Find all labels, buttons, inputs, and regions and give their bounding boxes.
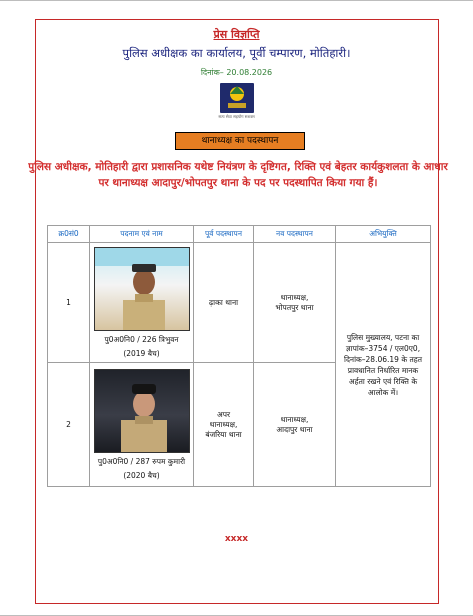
release-body: पुलिस अधीक्षक, मोतिहारी द्वारा प्रशासनिक यथेष्ट नियंत्रण के दृष्टिगत, रिक्ति एवं बेहतर कार्यकुशलता के आधार पर थानाध्यक्ष आदापुर/भोपतपुर थाना के पद पर पदस्थापित किया गया हैं। (28, 161, 448, 189)
logo-tagline: सत्य सेवा सहयोग सशक्त (218, 114, 255, 119)
officer-batch: (2019 बैच) (123, 349, 160, 358)
header-serial: क्र0सं0 (48, 226, 90, 243)
previous-posting-line: थानाध्यक्ष, (209, 419, 238, 429)
officer-name: पु0अ0नि0 / 226 त्रिभुवन (104, 335, 179, 344)
new-posting-line: आदापुर थाना (276, 424, 313, 434)
table-header-row (48, 226, 431, 243)
new-posting-cell (254, 363, 336, 487)
previous-posting-cell: ढ़ाका थाना (194, 243, 254, 363)
new-posting-line: भोपतपुर थाना (275, 302, 314, 312)
remark-cell: पुलिस मुख्यालय, पटना का ज्ञापांक–3754 / एल0ए0, दिनांक–28.06.19 के तहत प्रावधानित निर्धारित मानक अर्हता रखने एवं रिक्ति के आलोक में। (336, 243, 431, 487)
police-logo-icon (220, 83, 254, 113)
previous-posting-line: बंजरिया थाना (205, 429, 242, 439)
table-row (48, 243, 431, 363)
header-remark: अभियुक्ति (336, 226, 431, 243)
officer-cell (90, 243, 194, 363)
officer-batch: (2020 बैच) (123, 471, 160, 480)
office-name: पुलिस अधीक्षक का कार्यालय, पूर्वी चम्पारण, मोतिहारी। (122, 46, 351, 60)
end-mark: xxxx (224, 534, 249, 544)
previous-posting-cell (194, 363, 254, 487)
new-posting-cell (254, 243, 336, 363)
officer-photo (94, 247, 190, 331)
header-previous-posting: पूर्व पदस्थापन (194, 226, 254, 243)
release-date: दिनांक– 20.08.2026 (200, 68, 273, 77)
press-release-title: प्रेस विज्ञप्ति (213, 28, 260, 41)
officer-photo (94, 369, 190, 453)
serial-cell: 1 (48, 243, 90, 363)
officer-cell (90, 363, 194, 487)
new-posting-line: थानाध्यक्ष, (280, 292, 309, 302)
previous-posting-line: अपर (216, 409, 231, 419)
posting-table (47, 225, 431, 487)
header-designation-name: पदनाम एवं नाम (90, 226, 194, 243)
serial-cell: 2 (48, 363, 90, 487)
officer-name: पु0अ0नि0 / 287 रुपम कुमारी (97, 457, 186, 466)
subject-heading: थानाध्यक्ष का पदस्थापन (175, 132, 305, 150)
header-new-posting: नव पदस्थापन (254, 226, 336, 243)
new-posting-line: थानाध्यक्ष, (280, 414, 309, 424)
